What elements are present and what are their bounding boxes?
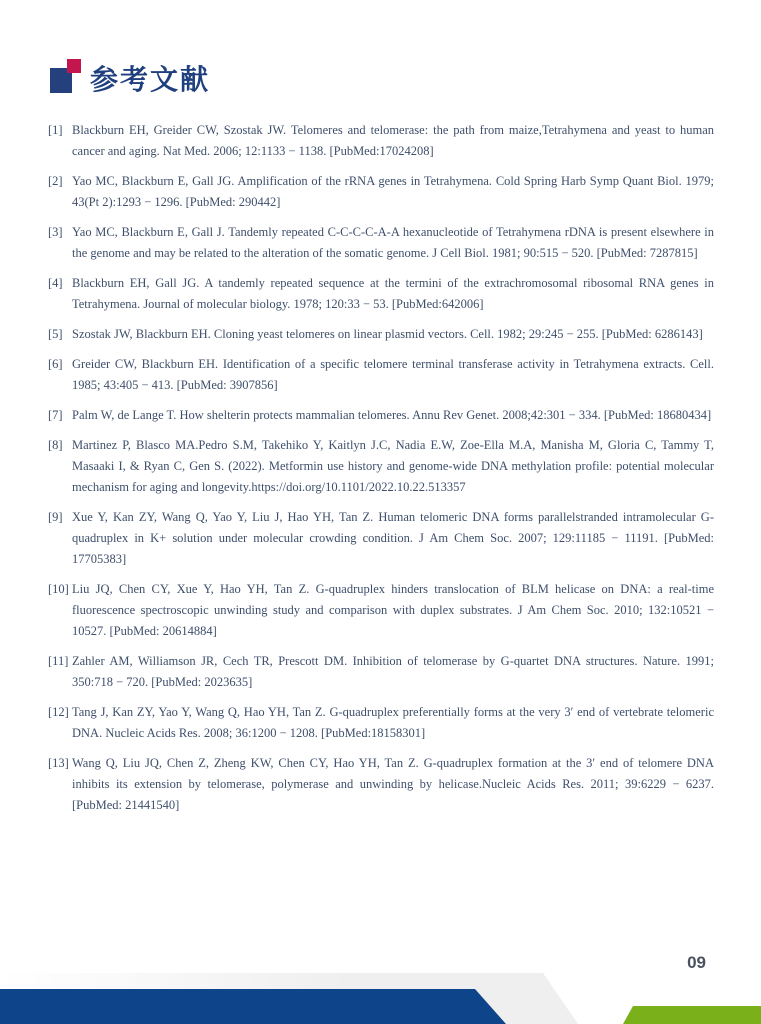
reference-number: [10] (48, 582, 69, 596)
reference-number: [9] (48, 510, 63, 524)
reference-text: Wang Q, Liu JQ, Chen Z, Zheng KW, Chen CY, Hao YH, Tan Z. G-quadruplex formation at the 3′ end of telomere DNA inhibits its extension by telomerase, polymerase and unwinding by helicase.Nucleic Acids Res. 2011; 39:6229 − 6237. [PubMed: 21441540] (72, 756, 714, 812)
page-number: 09 (687, 953, 706, 972)
reference-text: Szostak JW, Blackburn EH. Cloning yeast telomeres on linear plasmid vectors. Cell. 1982; 29:245 − 255. [PubMed: 6286143] (72, 327, 703, 341)
reference-text: Blackburn EH, Greider CW, Szostak JW. Telomeres and telomerase: the path from maize,Tetrahymena and yeast to human cancer and aging. Nat Med. 2006; 12:1133 − 1138. [PubMed:17024208] (72, 123, 714, 158)
footer-green-band (623, 1006, 761, 1024)
reference-number: [12] (48, 705, 69, 719)
reference-number: [3] (48, 225, 63, 239)
reference-item (48, 354, 714, 396)
reference-number: [6] (48, 357, 63, 371)
reference-item (48, 222, 714, 264)
reference-number: [5] (48, 327, 63, 341)
reference-text: Xue Y, Kan ZY, Wang Q, Yao Y, Liu J, Hao YH, Tan Z. Human telomeric DNA forms parallelstranded intramolecular G-quadruplex in K+ solution under molecular crowding condition. J Am Chem Soc. 2007; 129:11185 − 11191. [PubMed: 17705383] (72, 510, 714, 566)
footer-blue-band (0, 989, 506, 1024)
reference-text: Yao MC, Blackburn E, Gall J. Tandemly repeated C-C-C-C-A-A hexanucleotide of Tetrahymena rDNA is present elsewhere in the genome and may be related to the alteration of the somatic genome. J Cell Biol. 1981; 90:515 − 520. [PubMed: 7287815] (72, 225, 714, 260)
reference-number: [11] (48, 654, 69, 668)
reference-text: Yao MC, Blackburn E, Gall JG. Amplification of the rRNA genes in Tetrahymena. Cold Spring Harb Symp Quant Biol. 1979; 43(Pt 2):1293 − 1296. [PubMed: 290442] (72, 174, 714, 209)
section-marker-icon (50, 59, 82, 95)
reference-text: Martinez P, Blasco MA.Pedro S.M, Takehiko Y, Kaitlyn J.C, Nadia E.W, Zoe-Ella M.A, Manisha M, Gloria C, Tammy T, Masaaki I, & Ryan C, Gen S. (2022). Metformin use history and genome-wide DNA methylation profile: potential molecular mechanism for aging and longevity.https://doi.org/10.1101/2022.10.22.513357 (72, 438, 714, 494)
reference-item (48, 507, 714, 570)
reference-item (48, 273, 714, 315)
reference-number: [8] (48, 438, 63, 452)
reference-number: [4] (48, 276, 63, 290)
reference-text: Greider CW, Blackburn EH. Identification of a specific telomere terminal transferase activity in Tetrahymena extracts. Cell. 1985; 43:405 − 413. [PubMed: 3907856] (72, 357, 714, 392)
reference-item (48, 579, 714, 642)
reference-number: [2] (48, 174, 63, 188)
references-list (48, 120, 714, 825)
reference-item (48, 324, 714, 345)
reference-text: Liu JQ, Chen CY, Xue Y, Hao YH, Tan Z. G-quadruplex hinders translocation of BLM helicase on DNA: a real-time fluorescence spectroscopic unwinding study and comparison with duplex substrates. J Am Chem Soc. 2010; 132:10521 − 10527. [PubMed: 20614884] (72, 582, 714, 638)
reference-number: [13] (48, 756, 69, 770)
reference-number: [7] (48, 408, 63, 422)
reference-item (48, 120, 714, 162)
reference-text: Zahler AM, Williamson JR, Cech TR, Prescott DM. Inhibition of telomerase by G-quartet DNA structures. Nature. 1991; 350:718 − 720. [PubMed: 2023635] (72, 654, 714, 689)
reference-item (48, 651, 714, 693)
reference-text: Tang J, Kan ZY, Yao Y, Wang Q, Hao YH, Tan Z. G-quadruplex preferentially forms at the very 3′ end of vertebrate telomeric DNA. Nucleic Acids Res. 2008; 36:1200 − 1208. [PubMed:18158301] (72, 705, 714, 740)
page-title: 参考文献 (90, 64, 211, 95)
red-square-icon (67, 59, 81, 73)
reference-text: Palm W, de Lange T. How shelterin protects mammalian telomeres. Annu Rev Genet. 2008;42:301 − 334. [PubMed: 18680434] (72, 408, 712, 422)
reference-number: [1] (48, 123, 63, 137)
reference-item (48, 405, 714, 426)
reference-text: Blackburn EH, Gall JG. A tandemly repeated sequence at the termini of the extrachromosomal ribosomal RNA genes in Tetrahymena. Journal of molecular biology. 1978; 120:33 − 53. [PubMed:642006] (72, 276, 714, 311)
reference-item (48, 753, 714, 816)
reference-item (48, 435, 714, 498)
reference-item (48, 702, 714, 744)
reference-item (48, 171, 714, 213)
